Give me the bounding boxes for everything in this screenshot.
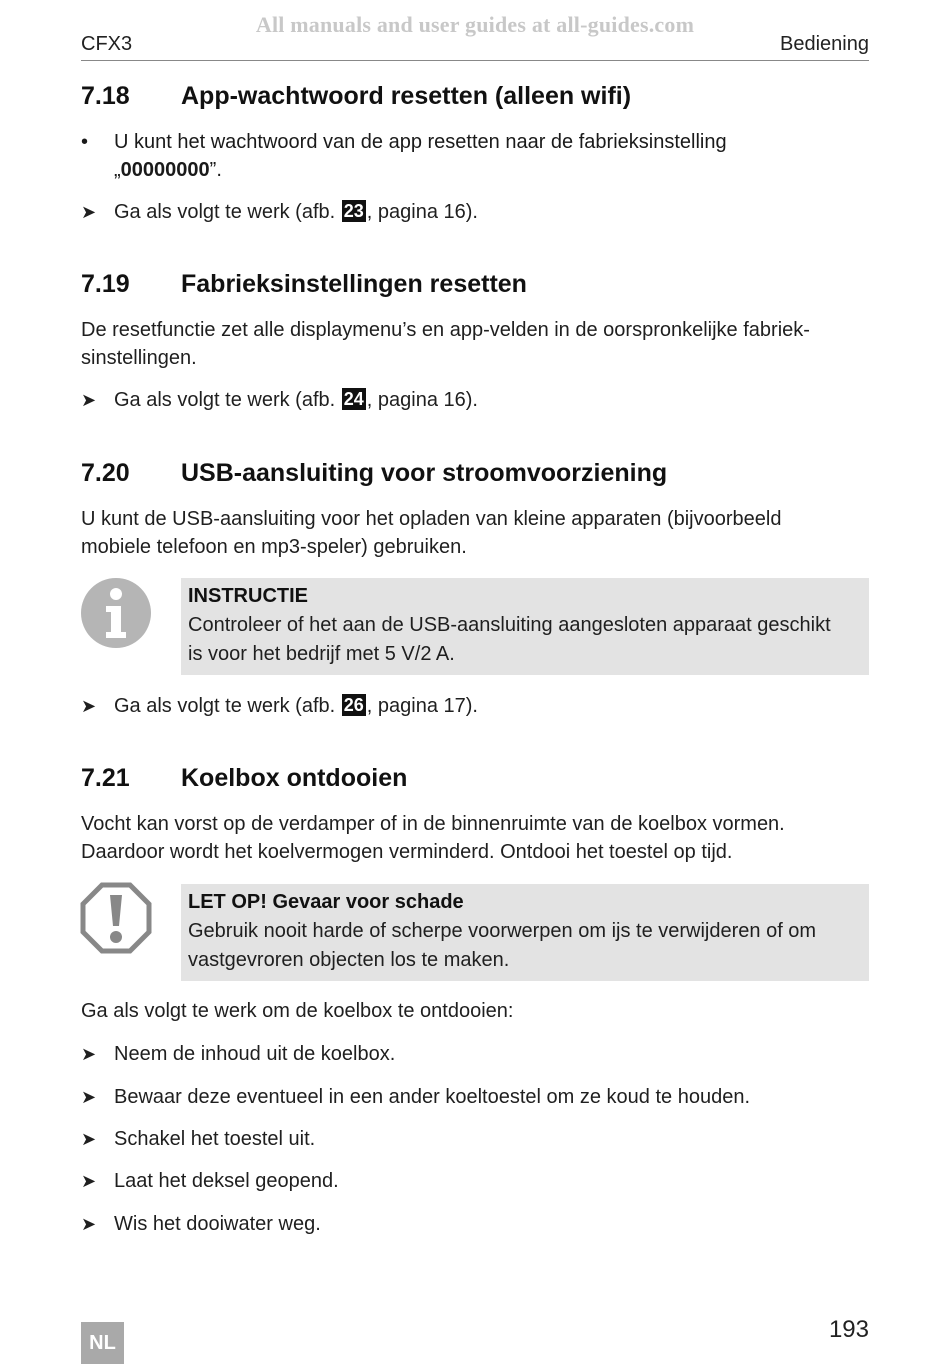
paragraph-line: U kunt de USB-aansluiting voor het opladen van kleine apparaten (bijvoorbeeld xyxy=(81,508,782,530)
paragraph-line: sinstellingen. xyxy=(81,347,197,369)
default-password: 00000000 xyxy=(120,159,210,181)
step-text-post: , pagina 16). xyxy=(366,201,478,223)
bullet-item xyxy=(81,128,871,184)
header-chapter: Bediening xyxy=(780,33,869,55)
note-line: Controleer of het aan de USB-aansluiting aangesloten apparaat geschikt xyxy=(188,614,831,636)
info-icon xyxy=(80,577,152,649)
figure-ref-badge: 24 xyxy=(343,389,364,409)
step-item xyxy=(81,1083,871,1111)
quote-open: „ xyxy=(114,159,121,181)
warning-text xyxy=(188,917,861,975)
step-text-pre: Ga als volgt te werk (afb. xyxy=(114,695,341,717)
arrow-right-icon: ➤ xyxy=(81,696,97,716)
section-title: Koelbox ontdooien xyxy=(181,764,408,792)
step-text xyxy=(114,692,478,720)
step-text-pre: Ga als volgt te werk (afb. xyxy=(114,389,341,411)
note-title: INSTRUCTIE xyxy=(188,585,308,607)
arrow-right-icon: ➤ xyxy=(81,1044,97,1064)
section-title: Fabrieksinstellingen resetten xyxy=(181,270,527,298)
step-item xyxy=(81,692,871,720)
bullet-dot-icon: • xyxy=(81,131,89,153)
arrow-right-icon: ➤ xyxy=(81,1214,97,1234)
bullet-text xyxy=(114,128,727,184)
paragraph xyxy=(81,810,871,866)
step-text-post: , pagina 16). xyxy=(366,389,478,411)
step-text-post: , pagina 17). xyxy=(366,695,478,717)
warning-line: Gebruik nooit harde of scherpe voorwerpen om ijs te verwijderen of om xyxy=(188,920,817,942)
step-text xyxy=(114,198,478,226)
bullet-text-line1: U kunt het wachtwoord van de app resetten naar de fabrieksinstelling xyxy=(114,131,727,153)
info-note-box xyxy=(181,578,869,675)
section-heading-7-19 xyxy=(81,270,527,299)
section-title: App-wachtwoord resetten (alleen wifi) xyxy=(181,82,632,110)
paragraph-line: De resetfunctie zet alle displaymenu’s en app-velden in de oorspronkelijke fabriek- xyxy=(81,319,810,341)
watermark: All manuals and user guides at all-guides.com xyxy=(255,12,695,37)
section-number: 7.21 xyxy=(81,764,130,792)
section-title: USB-aansluiting voor stroomvoorziening xyxy=(181,459,668,487)
step-text: Neem de inhoud uit de koelbox. xyxy=(114,1043,396,1065)
step-text: Bewaar deze eventueel in een ander koeltoestel om ze koud te houden. xyxy=(114,1086,750,1108)
step-item xyxy=(81,1125,871,1153)
section-heading-7-18 xyxy=(81,82,631,111)
warning-note-box xyxy=(181,884,869,981)
step-item xyxy=(81,1040,871,1068)
arrow-right-icon: ➤ xyxy=(81,1171,97,1191)
note-text xyxy=(188,611,861,669)
figure-ref-badge: 23 xyxy=(343,201,364,221)
step-text-pre: Ga als volgt te werk (afb. xyxy=(114,201,341,223)
warning-octagon-icon xyxy=(80,882,152,954)
quote-close: ”. xyxy=(209,159,222,181)
step-item xyxy=(81,1210,871,1238)
step-text xyxy=(114,386,478,414)
section-number: 7.19 xyxy=(81,270,130,298)
procedure-intro: Ga als volgt te werk om de koelbox te ontdooien: xyxy=(81,1000,514,1022)
note-line: is voor het bedrijf met 5 V/2 A. xyxy=(188,643,455,665)
step-item xyxy=(81,198,871,226)
section-number: 7.18 xyxy=(81,82,130,110)
step-item xyxy=(81,386,871,414)
section-heading-7-20 xyxy=(81,459,667,488)
figure-ref-badge: 26 xyxy=(343,695,364,715)
step-text: Laat het deksel geopend. xyxy=(114,1170,339,1192)
header-model: CFX3 xyxy=(81,33,133,55)
paragraph-line: Daardoor wordt het koelvermogen verminderd. Ontdooi het toestel op tijd. xyxy=(81,841,733,863)
language-badge: NL xyxy=(81,1322,124,1364)
paragraph xyxy=(81,316,871,372)
warning-title: LET OP! Gevaar voor schade xyxy=(188,891,464,913)
paragraph-line: mobiele telefoon en mp3-speler) gebruiken. xyxy=(81,536,467,558)
section-heading-7-21 xyxy=(81,764,407,793)
page-header xyxy=(81,30,869,61)
step-text: Schakel het toestel uit. xyxy=(114,1128,316,1150)
paragraph-line: Vocht kan vorst op de verdamper of in de binnenruimte van de koelbox vormen. xyxy=(81,813,785,835)
step-text: Wis het dooiwater weg. xyxy=(114,1213,321,1235)
paragraph xyxy=(81,505,871,561)
arrow-right-icon: ➤ xyxy=(81,202,97,222)
arrow-right-icon: ➤ xyxy=(81,1129,97,1149)
section-number: 7.20 xyxy=(81,459,130,487)
arrow-right-icon: ➤ xyxy=(81,1087,97,1107)
page-number: 193 xyxy=(828,1316,869,1343)
warning-line: vastgevroren objecten los te maken. xyxy=(188,949,510,971)
arrow-right-icon: ➤ xyxy=(81,390,97,410)
step-item xyxy=(81,1167,871,1195)
